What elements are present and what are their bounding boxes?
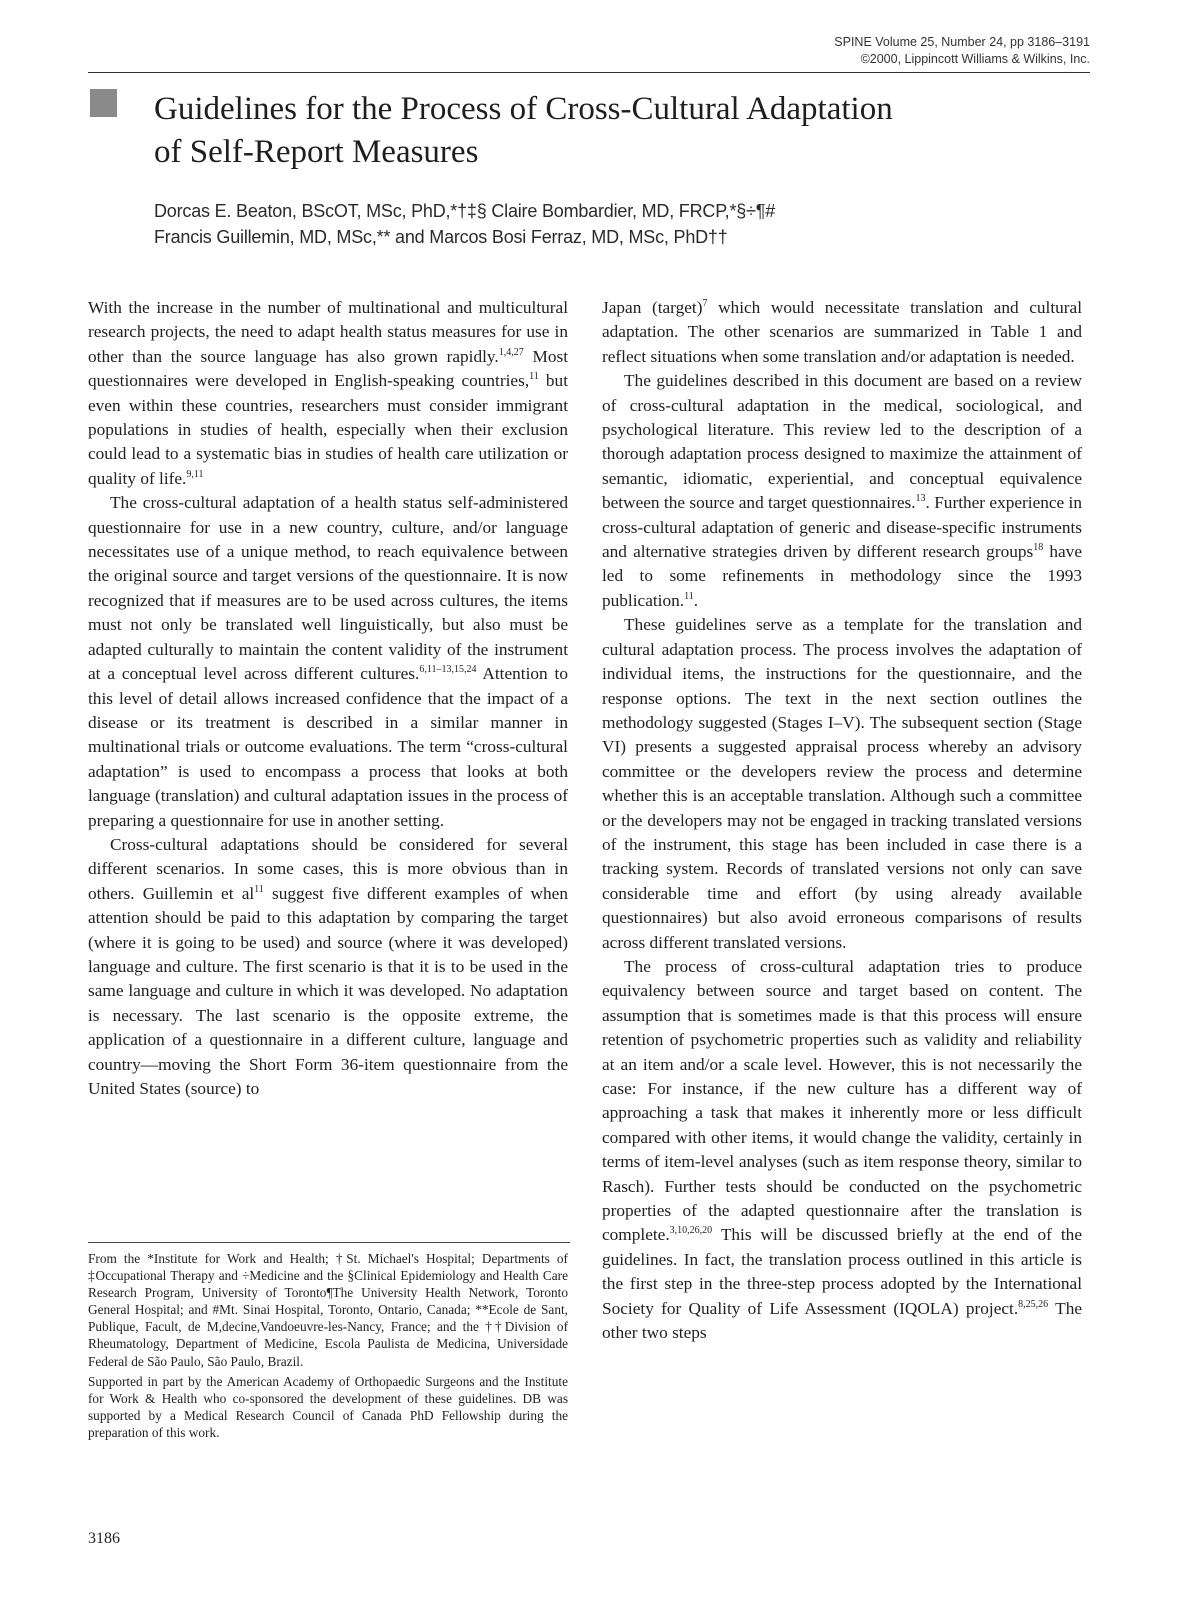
journal-citation	[834, 34, 1090, 68]
citation-superscript: 18	[1033, 542, 1044, 554]
left-paragraph-1: With the increase in the number of multinational and multicultural research projects, the need to adapt health status measures for use in other than the source language has also grown rapidly.$^{1,4,27}$ Most questionnaires were developed in English-speaking countries,$^{11}$ but even within these countries, researchers must consider immigrant populations in studies of health, especially when their exclusion could lead to a systematic bias in studies of health care utilization or quality of life.$^{9,11}$	[88, 298, 568, 488]
right-paragraph-3: These guidelines serve as a template for the translation and cultural adaptation process. The process involves the adaptation of individual items, the instructions for the questionnaire, and the response options. The text in the next section outlines the methodology suggested (Stages I–V). The subsequent section (Stage VI) presents a suggested appraisal process whereby an advisory committee or the developers review the process and determine whether this is an acceptable translation. Although such a committee or the developers may not be engaged in tracking translated versions of the instrument, this stage has been included in case there is a tracking system. Records of translated versions not only can save considerable time and effort (by using already available questionnaires) but also avoid erroneous comparisons of results across different translated versions.	[602, 615, 1082, 952]
journal-volume-line: SPINE Volume 25, Number 24, pp 3186–3191	[834, 35, 1090, 49]
header-rule	[88, 72, 1090, 73]
footnote-affiliations: From the *Institute for Work and Health; †St. Michael's Hospital; Departments of ‡Occupational Therapy and ÷Medicine and the §Clinical Epidemiology and Health Care Research Program, University of Toronto¶The University Health Network, Toronto General Hospital; and #Mt. Sinai Hospital, Toronto, Ontario, Canada; **Ecole de Sant, Publique, Facult, de M,decine,Vandoeuvre-les-Nancy, France; and the ††Division of Rheumatology, Department of Medicine, Escola Paulista de Medicina, Universidade Federal de São Paulo, São Paulo, Brazil.	[88, 1251, 568, 1369]
author-line2: Francis Guillemin, MD, MSc,** and Marcos Bosi Ferraz, MD, MSc, PhD††	[154, 227, 728, 247]
author-list	[154, 198, 1054, 250]
citation-superscript: 8,25,26	[1018, 1298, 1049, 1310]
right-column	[602, 296, 1082, 1345]
citation-superscript: 13	[915, 493, 926, 505]
footnote-rule	[88, 1242, 570, 1243]
left-paragraph-2: The cross-cultural adaptation of a health status self-administered questionnaire for use in a new country, culture, and/or language necessitates use of a unique method, to reach equivalence between the original source and target versions of the questionnaire. It is now recognized that if measures are to be used across cultures, the items must not only be translated well linguistically, but also must be adapted culturally to maintain the content validity of the instrument at a conceptual level across different cultures.$^{6,11-13,15,24}$ Attention to this level of detail allows increased confidence that the impact of a disease or its treatment is described in a similar manner in multinational trials or outcome evaluations. The term “cross-cultural adaptation” is used to encompass a process that looks at both language (translation) and cultural adaptation issues in the process of preparing a questionnaire for use in another setting.	[88, 493, 568, 830]
article-title-line1: Guidelines for the Process of Cross-Cultural Adaptation	[154, 91, 893, 127]
citation-superscript: 1,4,27	[498, 346, 524, 358]
author-line1: Dorcas E. Beaton, BScOT, MSc, PhD,*†‡§ Claire Bombardier, MD, FRCP,*§÷¶#	[154, 201, 776, 221]
right-paragraph-1: Japan (target)$^7$ which would necessitate translation and cultural adaptation. The other scenarios are summarized in Table 1 and reflect situations when some translation and/or adaptation is needed.	[602, 298, 1083, 366]
left-column	[88, 296, 568, 1101]
citation-superscript: 6,11–13,15,24	[419, 664, 477, 676]
citation-superscript: 9,11	[186, 468, 204, 480]
citation-superscript: 11	[529, 371, 539, 383]
page-number: 3186	[88, 1530, 120, 1547]
footnotes	[88, 1250, 568, 1444]
citation-superscript: 11	[684, 590, 694, 602]
article-title	[154, 88, 1074, 174]
right-paragraph-4: The process of cross-cultural adaptation tries to produce equivalency between source and target based on content. The assumption that is sometimes made is that this process will ensure retention of psychometric properties such as validity and reliability at an item and/or a scale level. However, this is not necessarily the case: For instance, if the new culture has a different way of approaching a task that makes it inherently more or less difficult compared with other items, it would change the validity, certainly in terms of item-level analyses (such as item response theory, similar to Rasch). Further tests should be conducted on the psychometric properties of the adapted questionnaire after the translation is complete.$^{3,10,26,20}$ This will be discussed briefly at the end of the guidelines. In fact, the translation process outlined in this article is the first step in the three-step process adopted by the International Society for Quality of Life Assessment (IQOLA) project.$^{8,25,26}$ The other two steps	[602, 956, 1083, 1343]
citation-superscript: 7	[702, 298, 708, 309]
citation-superscript: 11	[254, 883, 264, 895]
left-paragraph-3: Cross-cultural adaptations should be considered for several different scenarios. In some cases, this is more obvious than in others. Guillemin et $al^{11}$ suggest five different examples of when attention should be paid to this adaptation by comparing the target (where it is going to be used) and source (where it was developed) language and culture. The first scenario is that it is to be used in the same language and culture in which it was developed. No adaptation is necessary. The last scenario is the opposite extreme, the application of a questionnaire in a different culture, language and country—moving the Short Form 36-item questionnaire from the United States (source) to	[88, 834, 568, 1098]
citation-superscript: 3,10,26,20	[669, 1225, 713, 1237]
right-paragraph-2: The guidelines described in this document are based on a review of cross-cultural adaptation in the medical, sociological, and psychological literature. This review led to the description of a thorough adaptation process designed to maximize the attainment of semantic, idiomatic, experiential, and conceptual equivalence between the source and target questionnaires.$^{13}$. Further experience in cross-cultural adaptation of generic and disease-specific instruments and alternative strategies driven by different research groups$^{18}$ have led to some refinements in methodology since the 1993 publication.$^{11}$.	[602, 371, 1082, 610]
title-marker-square	[90, 89, 117, 117]
article-title-line2: of Self-Report Measures	[154, 134, 479, 170]
journal-copyright-line: ©2000, Lippincott Williams & Wilkins, Inc.	[860, 52, 1090, 66]
footnote-support: Supported in part by the American Academy of Orthopaedic Surgeons and the Institute for Work & Health who co-sponsored the development of these guidelines. DB was supported by a Medical Research Council of Canada PhD Fellowship during the preparation of this work.	[88, 1373, 568, 1440]
